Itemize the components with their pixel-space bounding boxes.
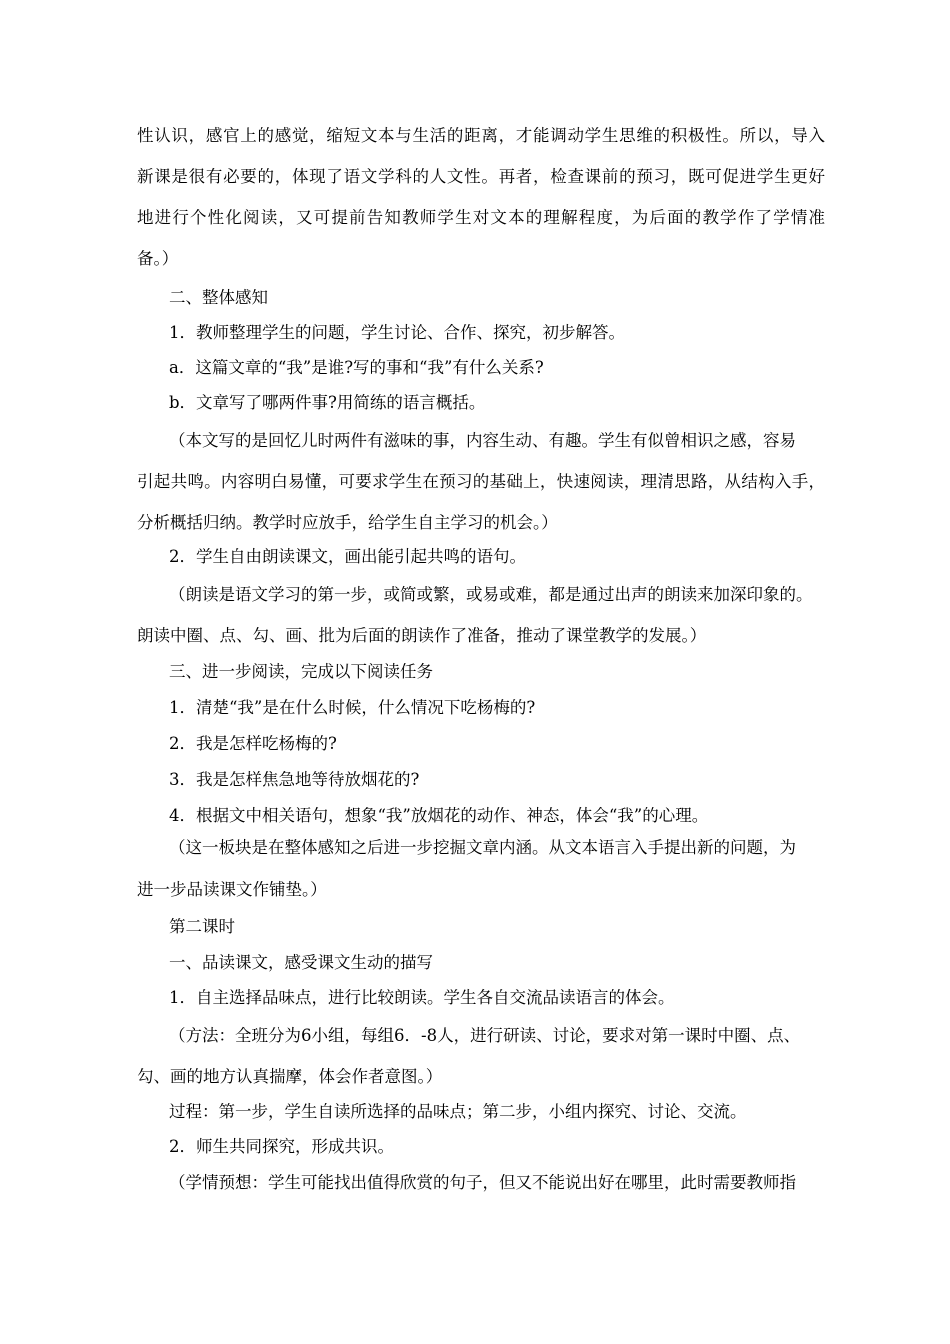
text-line: 2．我是怎样吃杨梅的? — [169, 734, 337, 753]
text-line: 第二课时 — [169, 917, 235, 936]
text-line: 新课是很有必要的，体现了语文学科的人文性。再者，检查课前的预习，既可促进学生更好 — [137, 167, 825, 186]
text-line: b．文章写了哪两件事?用简练的语言概括。 — [169, 393, 486, 412]
text-line: 2．师生共同探究，形成共识。 — [169, 1137, 394, 1156]
text-line: 进一步品读课文作铺垫。） — [137, 880, 327, 899]
text-line: 备。） — [137, 249, 179, 268]
text-line: 1．清楚“我”是在什么时候，什么情况下吃杨梅的? — [169, 698, 536, 717]
text-line: 1．教师整理学生的问题，学生讨论、合作、探究，初步解答。 — [169, 323, 625, 342]
text-line: 分析概括归纳。教学时应放手，给学生自主学习的机会。） — [137, 513, 558, 532]
text-line: 2．学生自由朗读课文，画出能引起共鸣的语句。 — [169, 547, 526, 566]
text-line: 引起共鸣。内容明白易懂，可要求学生在预习的基础上，快速阅读，理清思路，从结构入手， — [137, 472, 825, 491]
text-line: 三、进一步阅读，完成以下阅读任务 — [169, 662, 433, 681]
text-line: 朗读中圈、点、勾、画、批为后面的朗读作了准备，推动了课堂教学的发展。） — [137, 626, 707, 645]
text-line: （方法：全班分为6小组，每组6．-8人，进行研读、讨论，要求对第一课时中圈、点、 — [169, 1026, 801, 1045]
text-line: （本文写的是回忆儿时两件有滋味的事，内容生动、有趣。学生有似曾相识之感，容易 — [169, 431, 796, 450]
text-line: 性认识，感官上的感觉，缩短文本与生活的距离，才能调动学生思维的积极性。所以，导入 — [137, 126, 825, 145]
text-line: （这一板块是在整体感知之后进一步挖掘文章内涵。从文本语言入手提出新的问题，为 — [169, 838, 796, 857]
text-line: 勾、画的地方认真揣摩，体会作者意图。） — [137, 1067, 443, 1086]
text-line: （朗读是语文学习的第一步，或简或繁，或易或难，都是通过出声的朗读来加深印象的。 — [169, 585, 813, 604]
text-line: （学情预想：学生可能找出值得欣赏的句子，但又不能说出好在哪里，此时需要教师指 — [169, 1173, 796, 1192]
text-line: 1．自主选择品味点，进行比较朗读。学生各自交流品读语言的体会。 — [169, 988, 675, 1007]
text-line: a．这篇文章的“我”是谁?写的事和“我”有什么关系? — [169, 358, 544, 377]
text-line: 一、品读课文，感受课文生动的描写 — [169, 953, 433, 972]
text-line: 二、整体感知 — [169, 288, 268, 307]
text-line: 过程：第一步，学生自读所选择的品味点；第二步，小组内探究、讨论、交流。 — [169, 1102, 747, 1121]
text-line: 4．根据文中相关语句，想象“我”放烟花的动作、神态，体会“我”的心理。 — [169, 806, 709, 825]
text-line: 3．我是怎样焦急地等待放烟花的? — [169, 770, 420, 789]
text-line: 地进行个性化阅读，又可提前告知教师学生对文本的理解程度，为后面的教学作了学情准 — [137, 208, 825, 227]
